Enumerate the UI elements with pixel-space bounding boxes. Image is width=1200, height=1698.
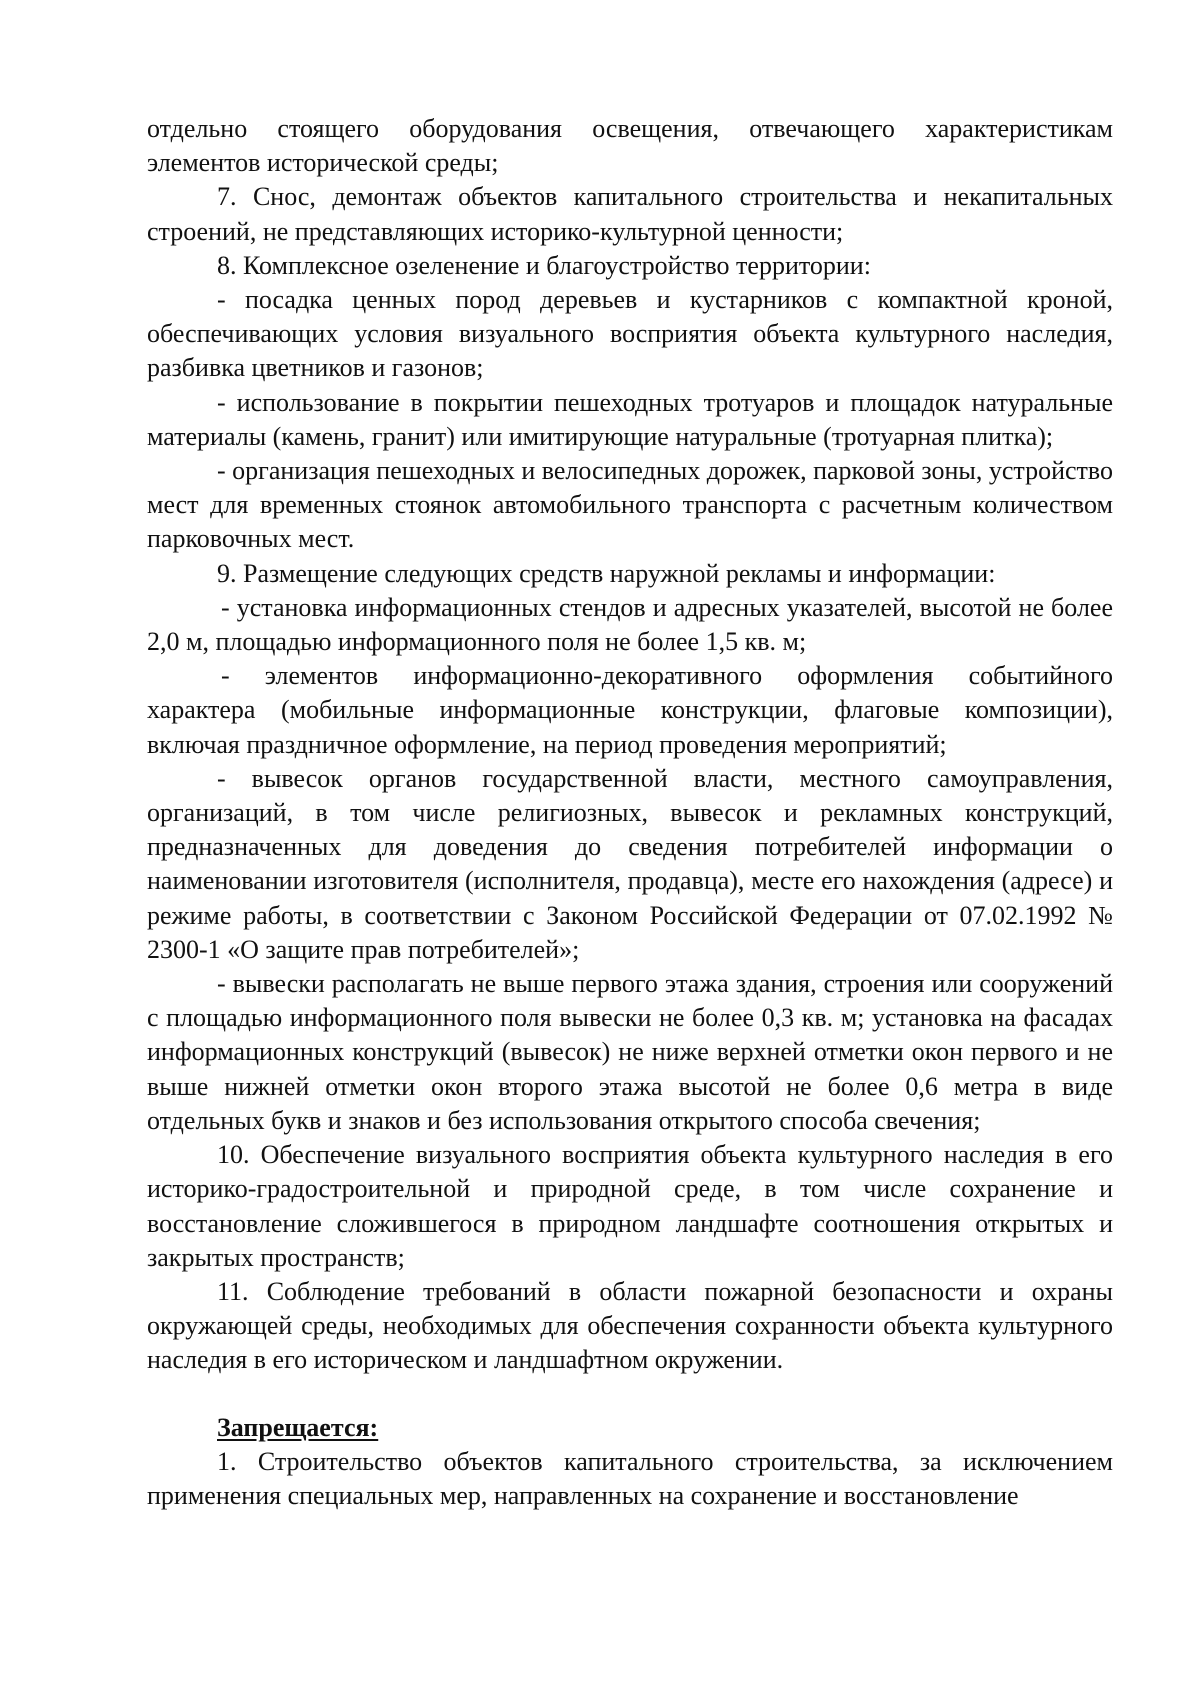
paragraph-item-9: 9. Размещение следующих средств наружной рекламы и информации:: [217, 558, 996, 588]
paragraph-item-8-paths: - организация пешеходных и велосипедных дорожек, парковой зоны, устройство мест для временных стоянок автомобильного транспорта с расчетным количеством парковочных мест.: [147, 456, 1113, 554]
paragraph-item-8-planting: - посадка ценных пород деревьев и кустарников с компактной кроной, обеспечивающих условия визуального восприятия объекта культурного наследия, разбивка цветников и газонов;: [147, 285, 1113, 383]
document-page: [147, 112, 1113, 1513]
paragraph-item-9-signs: - вывесок органов государственной власти, местного самоуправления, организаций, в том числе религиозных, вывесок и рекламных конструкций, предназначенных для доведения до сведения потребителей информации о наименовании изготовителя (исполнителя, продавца), месте его нахождения (адресе) и режиме работы, в соответствии с Законом Российской Федерации от 07.02.1992 № 2300-1 «О защите прав потребителей»;: [147, 763, 1113, 964]
paragraph-item-9-stands: - установка информационных стендов и адресных указателей, высотой не более 2,0 м, площадью информационного поля не более 1,5 кв. м;: [147, 592, 1113, 657]
paragraph-item-11: 11. Соблюдение требований в области пожарной безопасности и охраны окружающей среды, необходимых для обеспечения сохранности объекта культурного наследия в его историческом и ландшафтном окружении.: [147, 1276, 1113, 1375]
paragraph-item-8: 8. Комплексное озеленение и благоустройство территории:: [217, 250, 871, 280]
paragraph-item-9-sign-placement: - вывески располагать не выше первого этажа здания, строения или сооружений с площадью информационного поля вывески не более 0,3 кв. м; установка на фасадах информационных конструкций (вывесок) не ниже верхней отметки окон первого и не выше нижней отметки окон второго этажа высотой не более 0,6 метра в виде отдельных букв и знаков и без использования открытого способа свечения;: [147, 969, 1113, 1135]
paragraph-lighting-continuation: отдельно стоящего оборудования освещения, отвечающего характеристикам элементов исторической среды;: [147, 114, 1113, 178]
paragraph-item-9-decor: - элементов информационно-декоративного оформления событийного характера (мобильные информационные конструкции, флаговые композиции), включая праздничное оформление, на период проведения мероприятий;: [147, 661, 1113, 759]
paragraph-item-7: 7. Снос, демонтаж объектов капитального строительства и некапитальных строений, не представляющих историко-культурной ценности;: [147, 182, 1113, 246]
paragraph-prohibited-item-1: 1. Строительство объектов капитального строительства, за исключением применения специальных мер, направленных на сохранение и восстановление: [147, 1446, 1113, 1510]
paragraph-item-10: 10. Обеспечение визуального восприятия объекта культурного наследия в его историко-градостроительной и природной среде, в том числе сохранение и восстановление сложившегося в природном ландшафте соотношения открытых и закрытых пространств;: [147, 1140, 1113, 1272]
paragraph-item-8-paving: - использование в покрытии пешеходных тротуаров и площадок натуральные материалы (камень, гранит) или имитирующие натуральные (тротуарная плитка);: [147, 387, 1113, 451]
section-heading-prohibited: Запрещается:: [217, 1412, 379, 1442]
